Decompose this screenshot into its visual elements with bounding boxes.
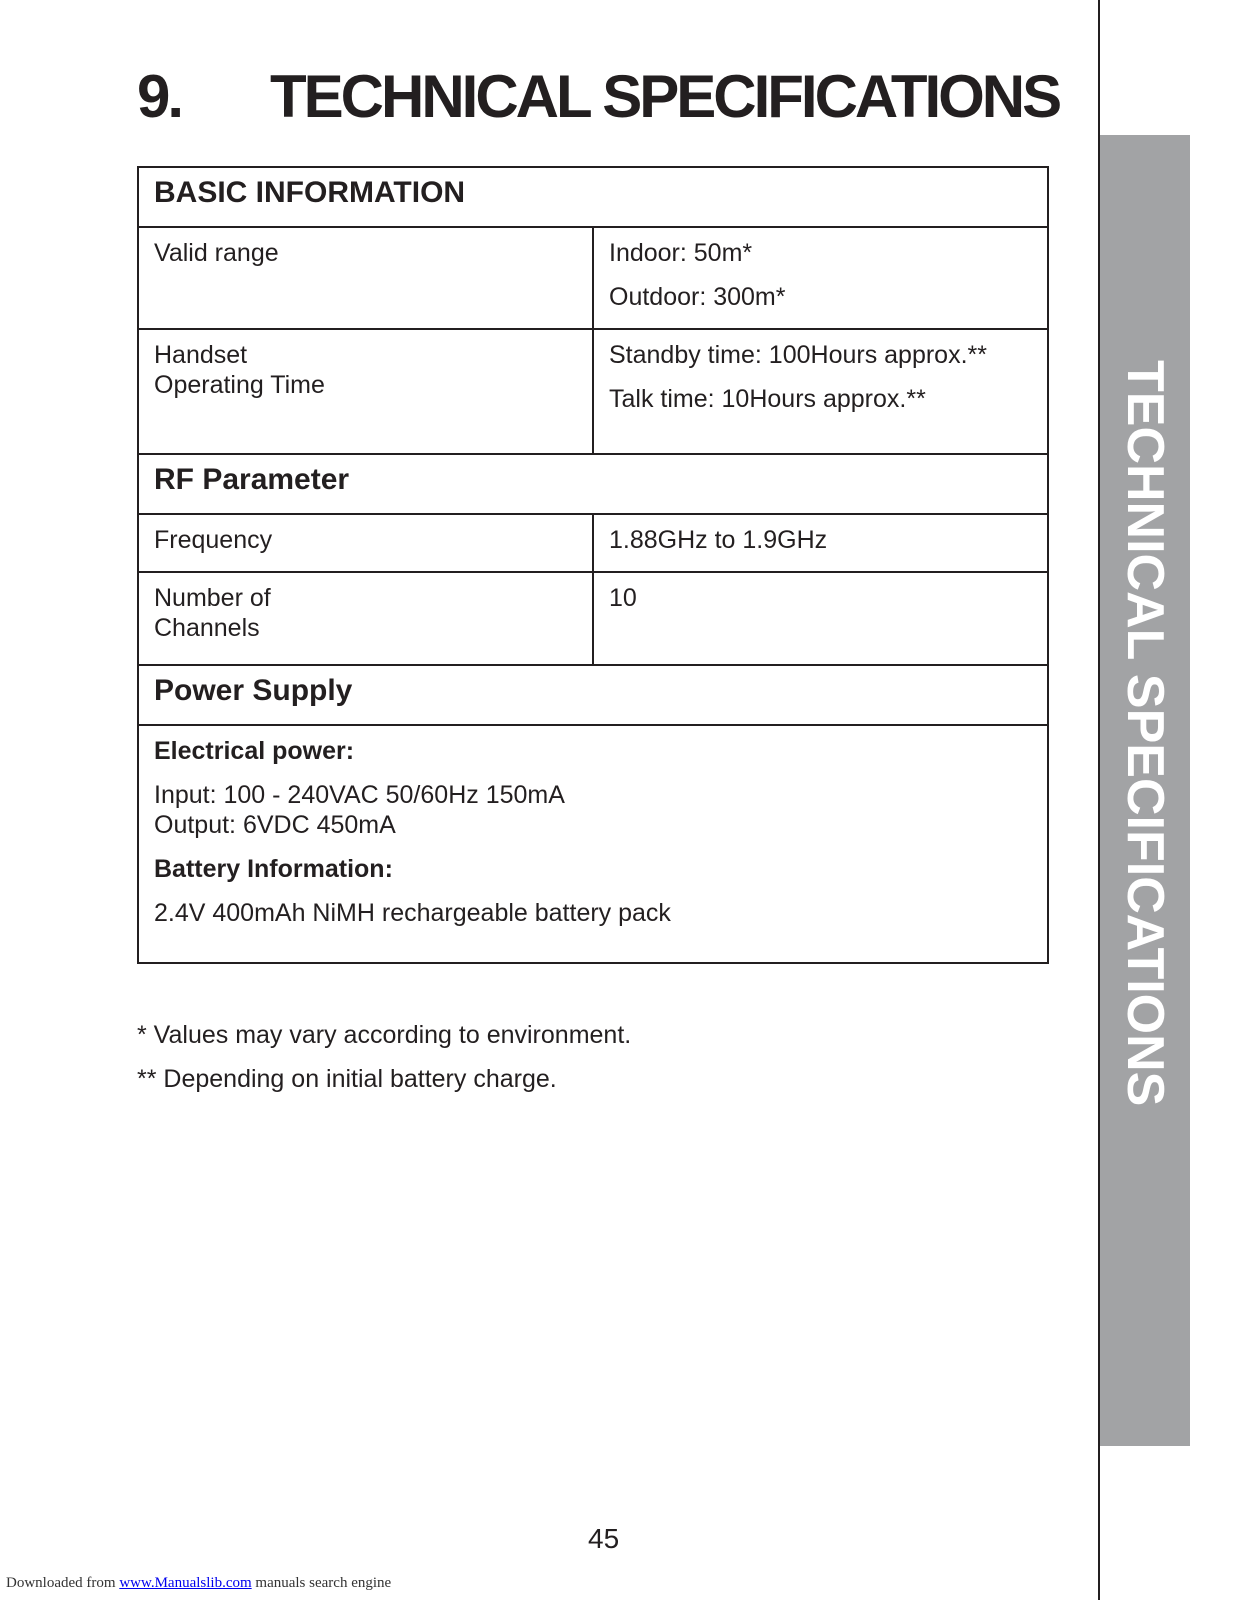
- row-label: [138, 572, 593, 665]
- row-label: Valid range: [138, 227, 593, 329]
- output-spec: Output: 6VDC 450mA: [154, 811, 396, 839]
- page-number: 45: [588, 1523, 620, 1554]
- label-line: Operating Time: [154, 371, 325, 399]
- spec-table: [137, 166, 1049, 964]
- label-line: Handset: [154, 341, 248, 369]
- label-line: Channels: [154, 614, 260, 642]
- section-heading-power: Power Supply: [138, 665, 1048, 725]
- footnote: * Values may vary according to environment.: [137, 1021, 632, 1049]
- row-label: Frequency: [138, 514, 593, 572]
- value-line: Outdoor: 300m*: [609, 283, 786, 311]
- battery-spec: 2.4V 400mAh NiMH rechargeable battery pack: [154, 899, 671, 927]
- manualslib-link[interactable]: www.Manualslib.com: [119, 1575, 252, 1591]
- table-row: [138, 572, 1048, 665]
- footer-suffix: manuals search engine: [251, 1575, 392, 1591]
- table-row: [138, 167, 1048, 227]
- row-value: [593, 227, 1048, 329]
- value-line: Indoor: 50m*: [609, 239, 753, 267]
- table-row: [138, 725, 1048, 963]
- power-details: [138, 725, 1048, 963]
- row-value: 1.88GHz to 1.9GHz: [593, 514, 1048, 572]
- row-label: [138, 329, 593, 454]
- section-heading-basic: BASIC INFORMATION: [138, 167, 1048, 227]
- footnote: ** Depending on initial battery charge.: [137, 1065, 557, 1093]
- download-footer: [6, 1575, 391, 1592]
- section-number: 9.: [137, 63, 182, 130]
- row-value: 10: [593, 572, 1048, 665]
- label-line: Number of: [154, 584, 271, 612]
- page-title: [137, 62, 1059, 132]
- table-row: [138, 329, 1048, 454]
- footer-prefix: Downloaded from: [6, 1575, 120, 1591]
- value-line: Standby time: 100Hours approx.**: [609, 341, 987, 369]
- input-spec: Input: 100 - 240VAC 50/60Hz 150mA: [154, 781, 565, 809]
- section-title: TECHNICAL SPECIFICATIONS: [270, 63, 1060, 130]
- battery-heading: Battery Information:: [154, 855, 393, 883]
- table-row: [138, 514, 1048, 572]
- electrical-heading: Electrical power:: [154, 737, 355, 765]
- table-row: [138, 665, 1048, 725]
- section-heading-rf: RF Parameter: [138, 454, 1048, 514]
- table-row: [138, 454, 1048, 514]
- table-row: [138, 227, 1048, 329]
- row-value: [593, 329, 1048, 454]
- side-tab-label: TECHNICAL SPECIFICATIONS: [1116, 360, 1174, 1107]
- footnotes: [137, 1020, 631, 1108]
- value-line: Talk time: 10Hours approx.**: [609, 385, 926, 413]
